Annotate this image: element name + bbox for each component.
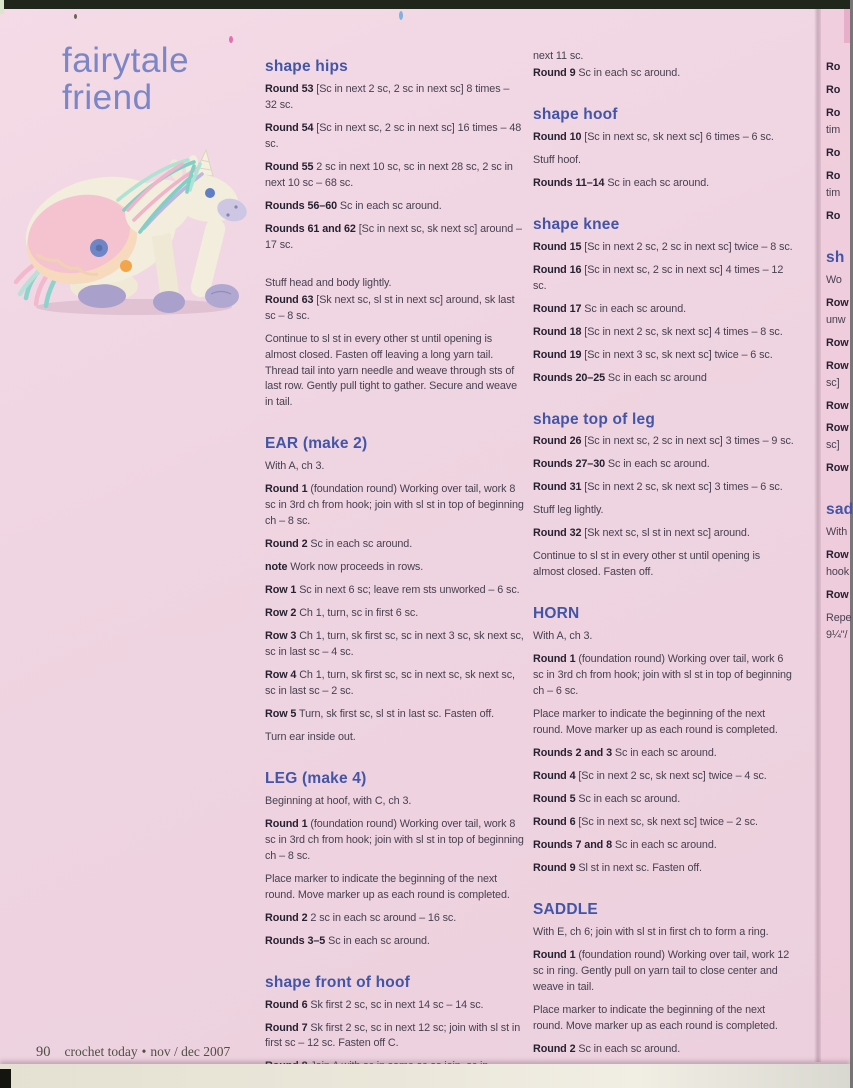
pattern-text: Beginning at hoof, with C, ch 3. (265, 794, 412, 807)
pattern-text: Round 19 [Sc in next 3 sc, sk next sc] twice – 6 sc. (533, 348, 773, 361)
section-heading: sh (826, 248, 845, 266)
pattern-column-3-clipped (826, 60, 853, 651)
pattern-text: Ro (826, 209, 841, 222)
pattern-text: With (826, 526, 848, 539)
section-heading: shape front of hoof (265, 973, 411, 991)
spacer (533, 89, 794, 104)
pattern-text: Round 2 2 sc in each sc around – 16 sc. (265, 911, 457, 924)
spacer (533, 199, 794, 214)
pattern-text: tim (826, 186, 841, 199)
section-heading: SADDLE (533, 900, 598, 918)
section-heading: EAR (make 2) (265, 435, 368, 453)
scan-edge-bottom-left-dark (0, 1069, 11, 1088)
scan-edge-top-left-sliver (0, 0, 4, 14)
pattern-text: Row (826, 549, 849, 562)
pattern-text: Row (826, 399, 849, 412)
pattern-text: Row (826, 422, 849, 435)
pattern-column-2 (533, 49, 794, 1065)
pattern-text: Round 32 [Sk next sc, sl st in next sc] around. (533, 527, 750, 540)
pattern-text: Wo (826, 273, 842, 286)
pattern-text: sc] (826, 439, 840, 452)
pattern-text: Rounds 61 and 62 [Sc in next sc, sk next sc] around – 17 sc. (265, 222, 522, 251)
pattern-text: Row 2 Ch 1, turn, sc in first 6 sc. (265, 607, 419, 620)
pattern-text: Stuff hoof. (533, 153, 581, 166)
scan-edge-bottom (0, 1064, 850, 1088)
section-heading: shape hoof (533, 105, 618, 123)
section-heading: shape top of leg (533, 410, 656, 428)
pattern-text: Turn ear inside out. (265, 730, 356, 743)
section-heading: shape knee (533, 215, 620, 233)
pattern-text: With A, ch 3. (265, 460, 325, 473)
pattern-text: Stuff leg lightly. (533, 504, 604, 517)
page-title-line2: friend (62, 78, 153, 117)
section-heading: sad (826, 501, 853, 519)
spacer (265, 418, 524, 433)
pattern-text: Round 2 Sc in each sc around. (533, 1042, 681, 1055)
pattern-text: Place marker to indicate the beginning of the next round. Move marker up as each round is completed. (533, 708, 778, 736)
footer-bullet: • (141, 1044, 147, 1059)
pattern-text: next 11 sc. (533, 50, 584, 62)
pattern-text: Row (826, 589, 849, 602)
pattern-text: Round 6 Sk first 2 sc, sc in next 14 sc – 14 sc. (265, 998, 484, 1011)
page-footer (36, 1044, 230, 1061)
section-heading: shape hips (265, 58, 348, 75)
scan-speck-blue (399, 11, 403, 20)
pattern-text: sc] (826, 376, 840, 389)
pattern-text: Round 2 Sc in each sc around. (265, 538, 413, 551)
pattern-text: Round 63 [Sk next sc, sl st in next sc] around, sk last sc – 8 sc. (265, 293, 515, 322)
spacer (265, 957, 524, 972)
unicorn-photo (6, 136, 258, 318)
pattern-text: 9¼"/ (826, 629, 848, 642)
spacer (533, 394, 794, 409)
pattern-text: Round 15 [Sc in next 2 sc, 2 sc in next sc] twice – 8 sc. (533, 240, 793, 253)
pattern-text: Round 1 (foundation round) Working over tail, work 8 sc in 3rd ch from hook; join with sl st in top of beginning ch – 8 sc. (265, 817, 524, 862)
pattern-text: Round 9 Sc in each sc around. (533, 66, 681, 79)
pattern-text: Place marker to indicate the beginning of the next round. Move marker up as each round is completed. (265, 872, 510, 901)
section-heading: HORN (533, 605, 580, 623)
pattern-text: With E, ch 6; join with sl st in first ch to form a ring. (533, 925, 769, 938)
pattern-text: Round 55 2 sc in next 10 sc, sc in next 28 sc, 2 sc in next 10 sc – 68 sc. (265, 160, 513, 189)
pattern-text: note Work now proceeds in rows. (265, 561, 424, 574)
pattern-text: Round 4 [Sc in next 2 sc, sk next sc] twice – 4 sc. (533, 769, 767, 782)
pattern-text: Round 54 [Sc in next sc, 2 sc in next sc] 16 times – 48 sc. (265, 121, 522, 150)
pattern-text: Continue to sl st in every other st until opening is almost closed. Fasten off leaving a long yarn tail. Thread tail into yarn needle and weave through sts of last row. Gently pull tight to gather. Secure and weave in tail. (265, 332, 517, 409)
pattern-text: Round 53 [Sc in next 2 sc, 2 sc in next sc] 8 times – 32 sc. (265, 82, 510, 111)
pattern-text: Ro (826, 169, 841, 182)
pattern-text: Round 10 [Sc in next sc, sk next sc] 6 times – 6 sc. (533, 130, 774, 143)
pattern-text: Row 4 Ch 1, turn, sk first sc, sc in next sc, sk next sc, sc in last sc – 2 sc. (265, 669, 515, 697)
pattern-text: Row (826, 359, 849, 372)
pattern-text: unw (826, 313, 846, 326)
pattern-text: Round 6 [Sc in next sc, sk next sc] twice – 2 sc. (533, 815, 758, 828)
pattern-text: Ro (826, 83, 841, 96)
page-title-line1: fairytale (62, 41, 190, 80)
pattern-text: Row 1 Sc in next 6 sc; leave rem sts unworked – 6 sc. (265, 584, 520, 597)
scan-speck-pink (229, 36, 233, 43)
spacer (533, 884, 794, 899)
pattern-text: Rounds 11–14 Sc in each sc around. (533, 176, 710, 189)
pattern-text: Row (826, 336, 849, 349)
scan-speck-dark (74, 14, 77, 19)
pattern-text: With A, ch 3. (533, 630, 593, 643)
pattern-text: Row (826, 296, 849, 309)
pattern-text: Round 5 Sc in each sc around. (533, 792, 681, 805)
pattern-text: Row (826, 462, 849, 475)
pattern-text: Row 3 Ch 1, turn, sk first sc, sc in next 3 sc, sk next sc, sc in last sc – 4 sc. (265, 630, 524, 659)
spacer (265, 261, 524, 276)
unicorn-toy-image (6, 136, 258, 318)
pattern-text: Row 5 Turn, sk first sc, sl st in last sc. Fasten off. (265, 707, 494, 720)
pattern-text: Ro (826, 61, 841, 73)
page-title (62, 42, 189, 116)
scan-edge-top (0, 0, 850, 9)
pattern-text: Round 1 (foundation round) Working over tail, work 8 sc in 3rd ch from hook; join with sl st in top of beginning ch – 8 sc. (265, 483, 524, 528)
pattern-text: Round 26 [Sc in next sc, 2 sc in next sc] 3 times – 9 sc. (533, 435, 794, 448)
spacer (826, 232, 850, 247)
pattern-text: tim (826, 123, 841, 136)
spacer (533, 588, 794, 603)
pattern-text: Round 1 (foundation round) Working over tail, work 12 sc in ring. Gently pull on yarn tail to close center and weave in tail. (533, 948, 790, 993)
pattern-text: Rounds 2 and 3 Sc in each sc around. (533, 746, 717, 759)
pattern-text: Ro (826, 146, 841, 159)
section-heading: LEG (make 4) (265, 769, 367, 787)
spacer (265, 753, 524, 768)
pattern-text: Round 1 (foundation round) Working over tail, work 6 sc in 3rd ch from hook; join with sl st in top of beginning ch – 6 sc. (533, 653, 792, 698)
issue-date: nov / dec 2007 (150, 1044, 231, 1059)
page-gutter-shadow (814, 9, 821, 1062)
pattern-text: Place marker to indicate the beginning of the next round. Move marker up as each round is completed. (533, 1003, 778, 1032)
pattern-column-1 (265, 56, 524, 1082)
page-number: 90 (36, 1044, 51, 1060)
pattern-text: hook (826, 566, 850, 579)
pattern-text: Rounds 20–25 Sc in each sc around (533, 371, 707, 384)
pattern-text: Round 7 Sk first 2 sc, sc in next 12 sc; join with sl st in first sc – 12 sc. Fasten off C. (265, 1021, 521, 1050)
pattern-text: Rounds 27–30 Sc in each sc around. (533, 458, 710, 471)
pattern-text: Rounds 56–60 Sc in each sc around. (265, 199, 442, 212)
pattern-text: Round 18 [Sc in next 2 sc, sk next sc] 4 times – 8 sc. (533, 325, 783, 338)
pattern-text: Round 17 Sc in each sc around. (533, 302, 687, 315)
pattern-text: Stuff head and body lightly. (265, 276, 392, 289)
pattern-text: Round 16 [Sc in next sc, 2 sc in next sc] 4 times – 12 sc. (533, 263, 784, 292)
pattern-text: Repe (826, 612, 852, 625)
pattern-text: Rounds 7 and 8 Sc in each sc around. (533, 838, 717, 851)
pattern-text: Continue to sl st in every other st until opening is almost closed. Fasten off. (533, 550, 761, 579)
pattern-text: Rounds 3–5 Sc in each sc around. (265, 934, 430, 947)
pattern-text: Ro (826, 106, 841, 119)
magazine-name: crochet today (64, 1044, 138, 1059)
pattern-text: Round 9 Sl st in next sc. Fasten off. (533, 861, 702, 874)
spacer (826, 484, 850, 499)
pattern-text: Round 31 [Sc in next 2 sc, sk next sc] 3 times – 6 sc. (533, 481, 783, 494)
flower-accent (90, 239, 108, 257)
